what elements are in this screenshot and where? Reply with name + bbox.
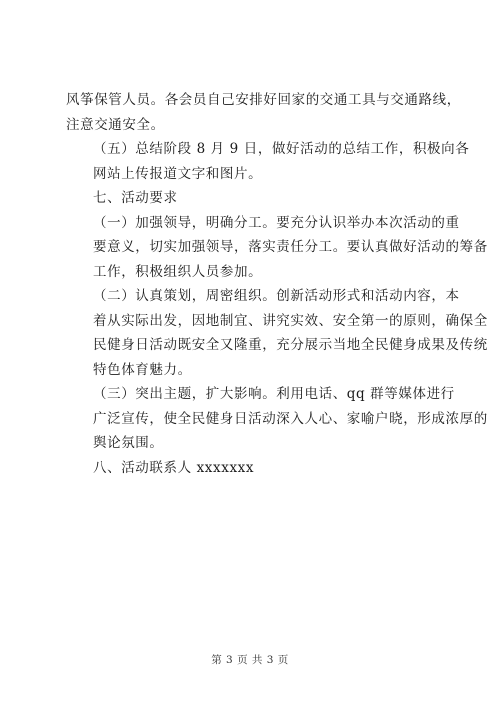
text-line: 七、活动要求	[93, 190, 178, 206]
text-line: （一）加强领导，明确分工。要充分认识举办本次活动的重	[93, 214, 460, 231]
text-line: 民健身日活动既安全又隆重，充分展示当地全民健身成果及传统	[93, 337, 488, 353]
text-line: 特色体育魅力。	[93, 361, 192, 378]
text-line: 网站上传报道文字和图片。	[93, 165, 263, 182]
text-line: 要意义，切实加强领导，落实责任分工。要认真做好活动的筹备	[93, 239, 488, 255]
paragraph-route	[66, 88, 461, 137]
paragraph-summary	[66, 137, 470, 186]
text-line: 着从实际出发，因地制宜、讲究实效、安全第一的原则，确保全	[93, 312, 488, 329]
text-line: 舆论氛围。	[93, 435, 164, 451]
paragraph-req-3	[66, 382, 488, 456]
document-body	[66, 88, 488, 480]
text-line: 注意交通安全。	[66, 116, 165, 133]
paragraph-heading-7	[66, 186, 444, 211]
text-line: （二）认真策划，周密组织。创新活动形式和活动内容，本	[93, 288, 460, 304]
text-line: （五）总结阶段 8 月 9 日，做好活动的总结工作，积极向各	[93, 141, 470, 157]
text-line: 工作，积极组织人员参加。	[93, 263, 263, 280]
paragraph-req-1	[66, 211, 488, 285]
text-line: （三）突出主题，扩大影响。利用电话、qq 群等媒体进行	[93, 386, 455, 402]
text-line: 风筝保管人员。各会员自己安排好回家的交通工具与交通路线，	[66, 92, 461, 108]
text-line: 广泛宣传，使全民健身日活动深入人心、家喻户晓，形成浓厚的	[93, 410, 488, 427]
paragraph-heading-8	[66, 456, 444, 481]
page-footer: 第 3 页 共 3 页	[211, 654, 289, 666]
text-line: 八、活动联系人 xxxxxxx	[93, 459, 255, 476]
paragraph-req-2	[66, 284, 488, 382]
